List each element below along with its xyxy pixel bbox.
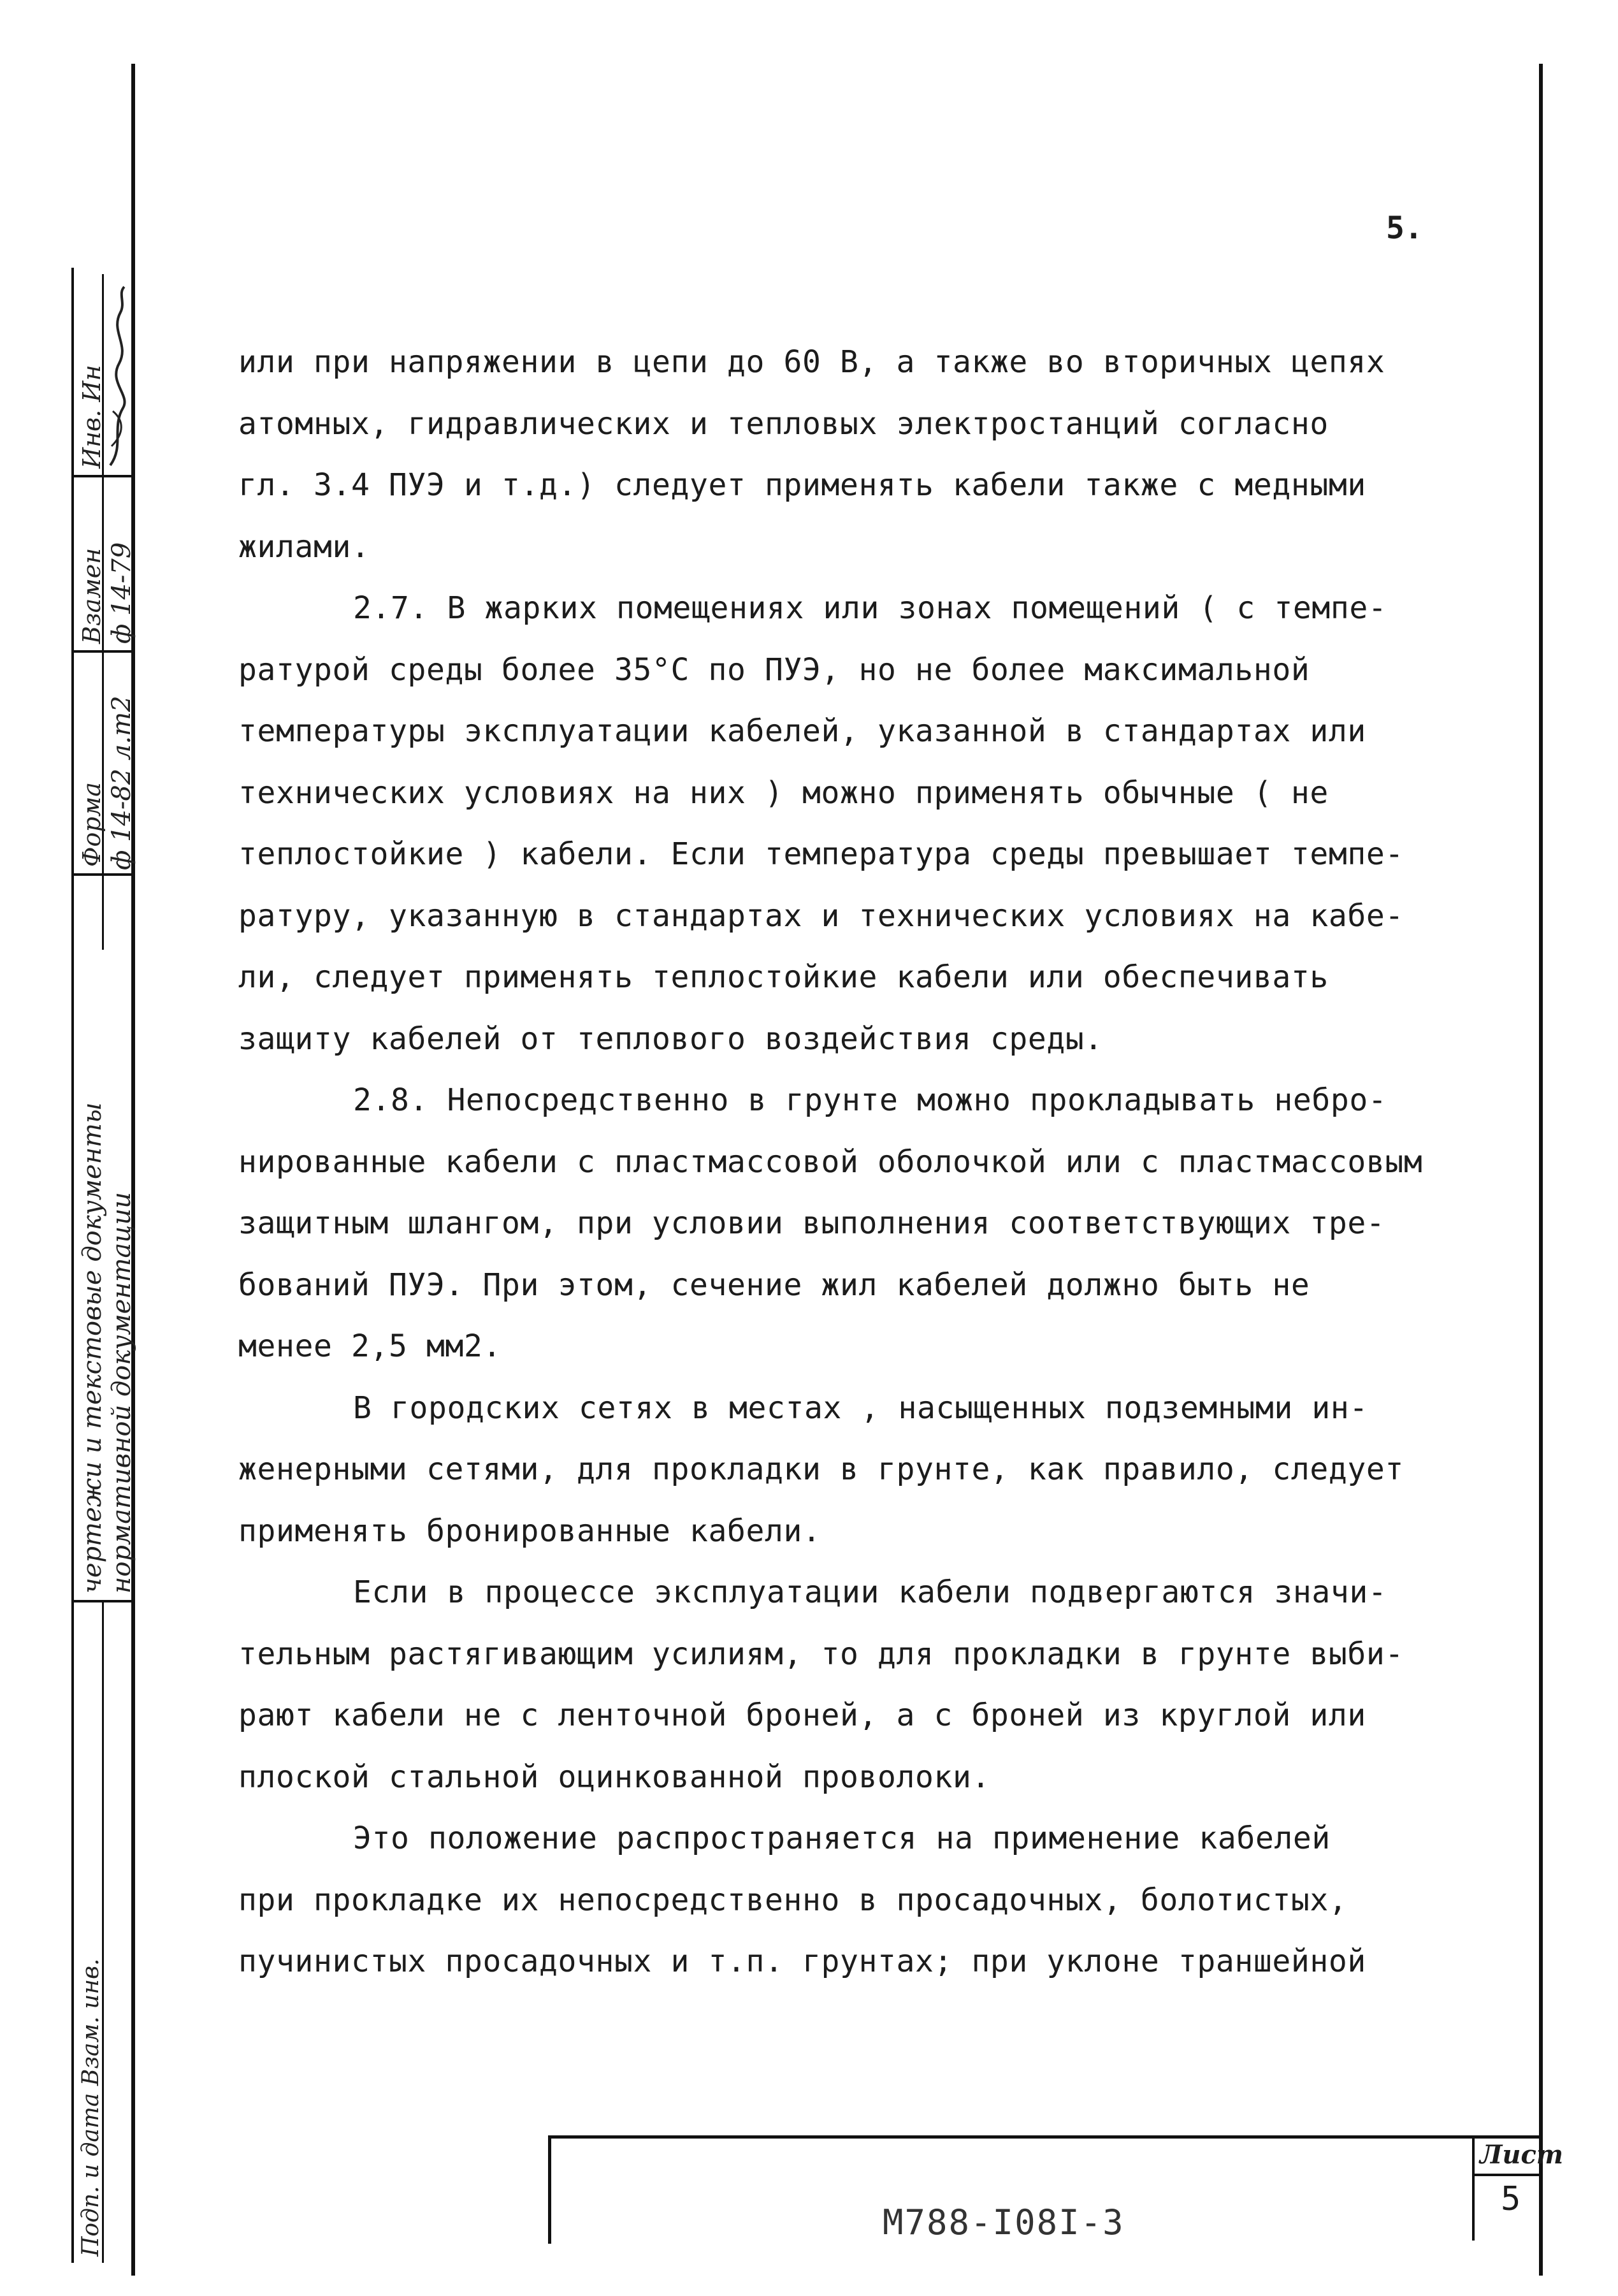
title-block-left-line xyxy=(548,2135,551,2244)
stamp-format-value: ф 14-82 л.т2 xyxy=(107,695,136,870)
paragraph xyxy=(238,1377,1481,1562)
text-line: температуры эксплуатации кабелей, указанной в стандартах или xyxy=(238,713,1366,749)
sheet-cell-left-line xyxy=(1472,2139,1475,2241)
text-line: Это положение распространяется на применение кабелей xyxy=(353,1820,1331,1856)
text-line: 2.7. В жарких помещениях или зонах помещений ( с темпе- xyxy=(353,590,1387,626)
text-line: нированные кабели с пластмассовой оболочкой или с пластмассовым xyxy=(238,1144,1423,1180)
paragraph xyxy=(238,331,1481,578)
text-line: бований ПУЭ. При этом, сечение жил кабелей должно быть не xyxy=(238,1267,1310,1303)
text-line: рают кабели не с ленточной броней, а с броней из круглой или xyxy=(238,1697,1366,1733)
stamp-bottom-label: Подп. и дата Взам. инв. xyxy=(78,1958,104,2256)
sheet-number: 5 xyxy=(1501,2180,1521,2218)
stamp-outer-line xyxy=(71,268,74,2263)
text-line: женерными сетями, для прокладки в грунте, как правило, следует xyxy=(238,1451,1404,1487)
paragraph xyxy=(238,1562,1481,1808)
document-code: М788-I08I-3 xyxy=(883,2202,1125,2242)
text-line: защиту кабелей от теплового воздействия среды. xyxy=(238,1021,1103,1057)
text-line: гл. 3.4 ПУЭ и т.д.) следует применять кабели также с медными xyxy=(238,467,1366,503)
stamp-header-vzamen: Взамен xyxy=(78,548,106,644)
page-number: 5. xyxy=(1386,210,1423,246)
text-line: технических условиях на них ) можно применять обычные ( не xyxy=(238,774,1329,811)
text-line: ратуру, указанную в стандартах и технических условиях на кабе- xyxy=(238,897,1404,934)
text-line: Если в процессе эксплуатации кабели подвергаются значи- xyxy=(353,1574,1387,1610)
text-line: или при напряжении в цепи до 60 В, а также во вторичных цепях xyxy=(238,344,1385,380)
text-line: плоской стальной оцинкованной проволоки. xyxy=(238,1759,990,1795)
text-line: атомных, гидравлических и тепловых электростанций согласно xyxy=(238,405,1329,442)
text-line: ли, следует применять теплостойкие кабели или обеспечивать xyxy=(238,959,1329,995)
paragraph xyxy=(238,1070,1481,1377)
stamp-row-divider-3 xyxy=(71,873,133,876)
stamp-doc-type-line2: нормативной документации xyxy=(107,1192,136,1594)
sheet-label: Лист xyxy=(1480,2140,1564,2170)
stamp-header-format: Форма xyxy=(78,782,106,867)
text-line: жилами. xyxy=(238,528,370,565)
sheet-cell-divider xyxy=(1472,2174,1539,2176)
text-line: 2.8. Непосредственно в грунте можно прокладывать небро- xyxy=(353,1082,1387,1118)
text-line: пучинистых просадочных и т.п. грунтах; при уклоне траншейной xyxy=(238,1944,1366,1979)
signature-mark xyxy=(105,280,131,472)
text-line: В городских сетях в местах , насыщенных подземными ин- xyxy=(353,1390,1368,1426)
stamp-row-divider-1 xyxy=(71,475,133,477)
text-line: теплостойкие ) кабели. Если температура среды превышает темпе- xyxy=(238,836,1404,872)
frame-left-line xyxy=(131,64,135,2276)
text-line: защитным шлангом, при условии выполнения соответствующих тре- xyxy=(238,1205,1385,1241)
text-line: менее 2,5 мм2. xyxy=(238,1328,502,1364)
stamp-doc-type-line1: чертежи и текстовые документы xyxy=(78,1102,107,1594)
stamp-row-divider-2 xyxy=(71,650,133,653)
text-line: ратурой среды более 35°С по ПУЭ, но не более максимальной xyxy=(238,651,1310,688)
paragraph xyxy=(238,578,1481,1070)
paragraph xyxy=(238,1808,1481,1993)
stamp-header-inv: Инв. Ин xyxy=(78,365,106,469)
text-line: при прокладке их непосредственно в просадочных, болотистых, xyxy=(238,1882,1348,1918)
stamp-vzamen-value: ф 14-79 xyxy=(107,542,136,644)
title-block-top-line xyxy=(548,2135,1539,2139)
body-text xyxy=(238,331,1481,1993)
text-line: тельным растягивающим усилиям, то для прокладки в грунте выби- xyxy=(238,1636,1404,1672)
text-line: применять бронированные кабели. xyxy=(238,1513,821,1549)
frame-right-line xyxy=(1539,64,1543,2276)
